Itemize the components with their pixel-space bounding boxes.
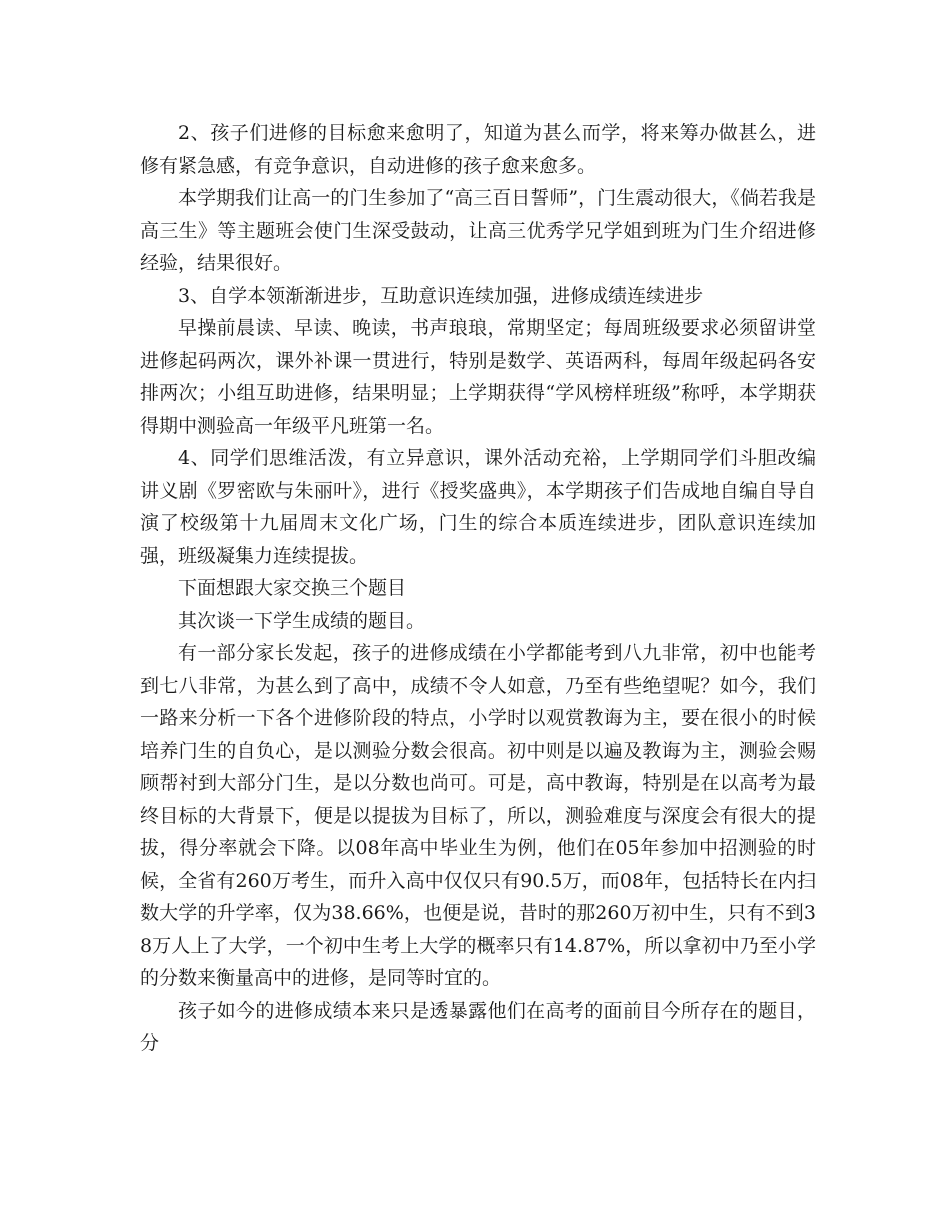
paragraph-grades-analysis: 有一部分家长发起，孩子的进修成绩在小学都能考到八九非常，初中也能考到七八非常，为甚么到了高中，成绩不令人如意，乃至有些绝望呢？如今，我们一路来分析一下各个进修阶段的特点，小学时以观赏教诲为主，要在很小的时候培养门生的自负心，是以测验分数会很高。初中则是以遍及教诲为主，测验会赐顾帮衬到大部分门生，是以分数也尚可。可是，高中教诲，特别是在以高考为最终目标的大背景下，便是以提拔为目标了，所以，测验难度与深度会有很大的提拔，得分率就会下降。以08年高中毕业生为例，他们在05年参加中招测验的时候，全省有260万考生，而升入高中仅仅只有90.5万，而08年，包括特长在内扫数大学的升学率，仅为38.66%，也便是说，昔时的那260万初中生，只有不到38万人上了大学，一个初中生考上大学的概率只有14.87%，所以拿初中乃至小学的分数来衡量高中的进修，是同等时宜的。	[140, 642, 816, 989]
paragraph-grades-topic: 其次谈一下学生成绩的题目。	[178, 609, 426, 632]
paragraph-self-study-heading: 3、自学本领渐渐进步，互助意识连续加强，进修成绩连续进步	[178, 284, 704, 307]
paragraph-goal-clarity: 2、孩子们进修的目标愈来愈明了，知道为甚么而学，将来筹办做甚么，进修有紧急感，有竞争意识，自动进修的孩子愈来愈多。	[140, 122, 816, 177]
paragraph-activities: 4、同学们思维活泼，有立异意识，课外活动充裕，上学期同学们斗胆改编讲义剧《罗密欧与朱丽叶》，进行《授奖盛典》，本学期孩子们告成地自编自导自演了校级第十九届周末文化广场，门生的综合本质连续进步，团队意识连续加强，班级凝集力连续提拔。	[140, 447, 816, 567]
paragraph-three-topics: 下面想跟大家交换三个题目	[178, 577, 407, 599]
paragraph-morning-reading: 早操前晨读、早读、晚读，书声琅琅，常期坚定；每周班级要求必须留讲堂进修起码两次，课外补课一贯进行，特别是数学、英语两科，每周年级起码各安排两次；小组互助进修，结果明显；上学期获得“学风榜样班级”称呼，本学期获得期中测验高一年级平凡班第一名。	[140, 317, 816, 437]
paragraph-oath-ceremony: 本学期我们让高一的门生参加了“高三百日誓师”，门生震动很大，《倘若我是高三生》等主题班会使门生深受鼓动，让高三优秀学兄学姐到班为门生介绍进修经验，结果很好。	[140, 187, 816, 274]
document-body	[140, 117, 816, 1060]
paragraph-current-grades: 孩子如今的进修成绩本来只是透暴露他们在高考的面前目今所存在的题目，分	[140, 999, 816, 1054]
